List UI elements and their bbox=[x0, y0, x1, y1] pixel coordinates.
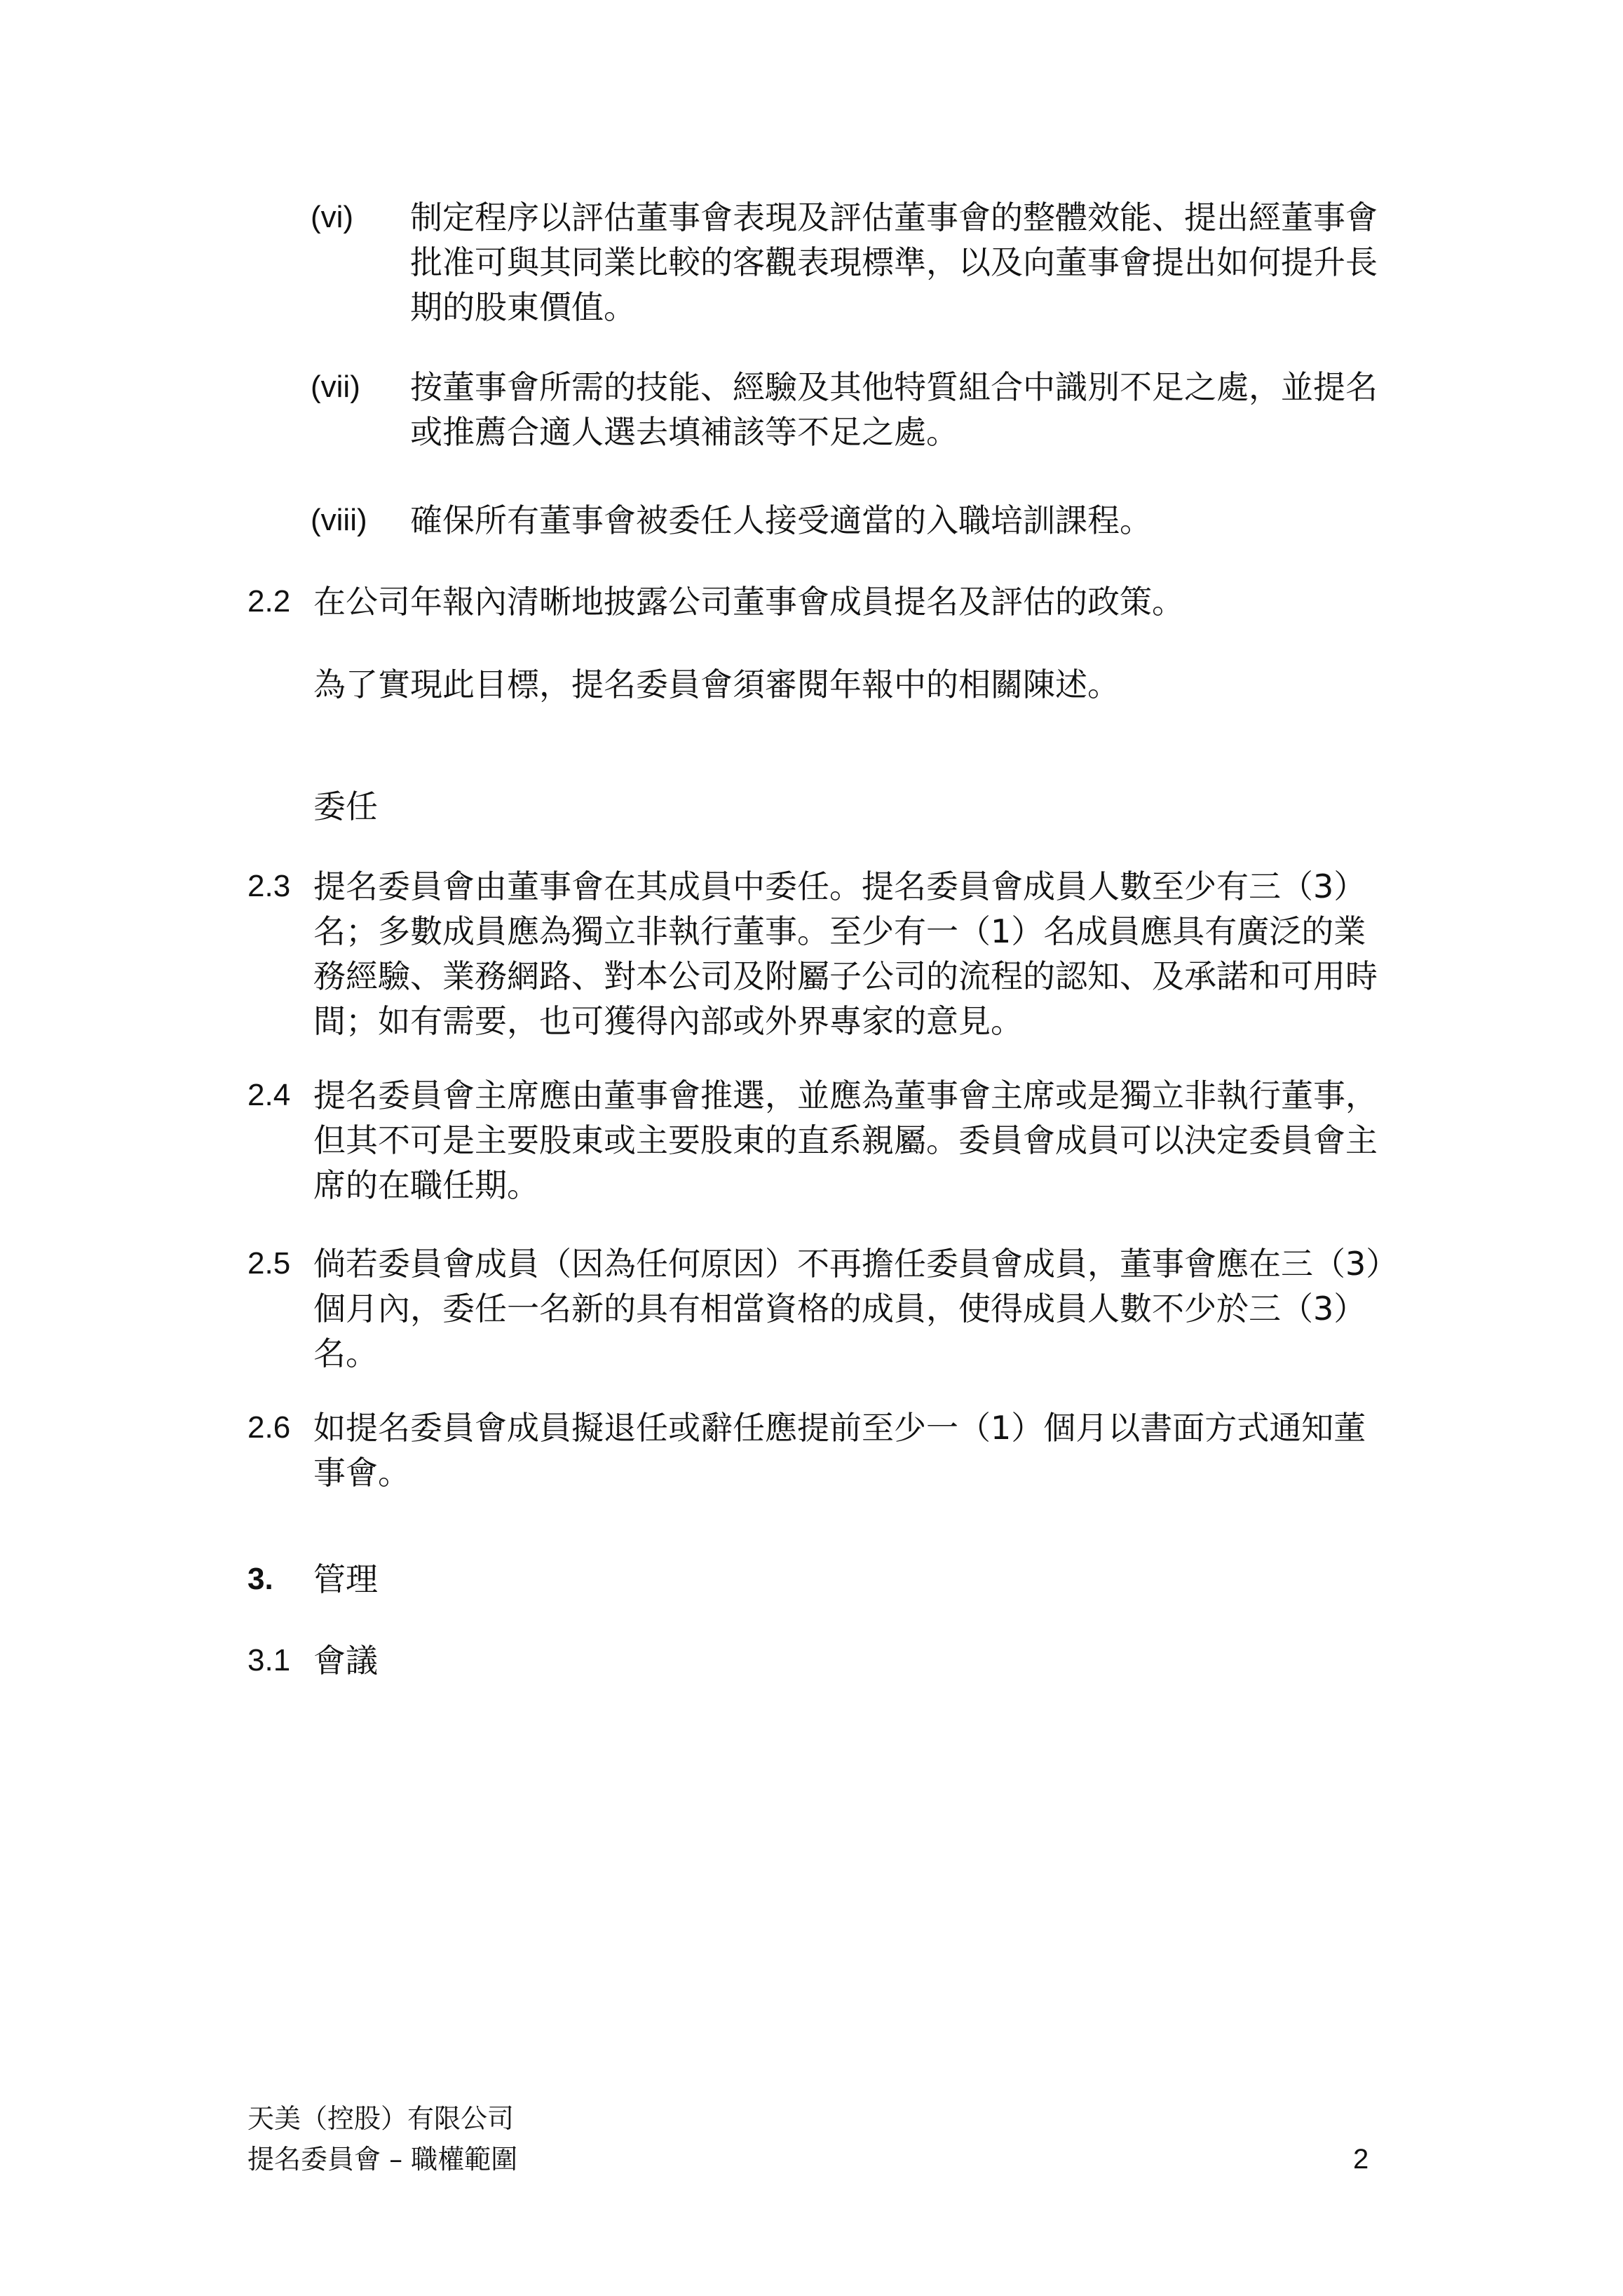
footer-company: 天美（控股）有限公司 bbox=[247, 2103, 515, 2134]
text-line: 席的在職任期。 bbox=[313, 1166, 539, 1204]
text-line: 事會。 bbox=[313, 1454, 410, 1492]
footer-doc-title: 提名委員會 – 職權範圍 bbox=[247, 2144, 518, 2175]
section-number: 2.5 bbox=[247, 1246, 291, 1281]
item-viii-label: (viii) bbox=[311, 503, 367, 537]
section-title: 會議 bbox=[313, 1642, 378, 1680]
item-vi-label: (vi) bbox=[311, 200, 354, 234]
text-line: 名。 bbox=[313, 1335, 378, 1372]
item-vi-text bbox=[410, 195, 1392, 330]
text-line: 間；如有需要，也可獲得內部或外界專家的意見。 bbox=[313, 1002, 1023, 1040]
section-text bbox=[313, 579, 1393, 624]
section-extra-paragraph bbox=[313, 662, 1393, 707]
text-line: 名；多數成員應為獨立非執行董事。至少有一（1）名成員應具有廣泛的業 bbox=[313, 912, 1366, 950]
item-vii-label: (vii) bbox=[311, 370, 360, 404]
text-line: 提名委員會由董事會在其成員中委任。提名委員會成員人數至少有三（3） bbox=[313, 867, 1366, 905]
page-number: 2 bbox=[1353, 2144, 1369, 2175]
text-line: 如提名委員會成員擬退任或辭任應提前至少一（1）個月以書面方式通知董 bbox=[313, 1409, 1366, 1447]
text-line: 為了實現此目標，提名委員會須審閱年報中的相關陳述。 bbox=[313, 666, 1120, 703]
text-line: 批准可與其同業比較的客觀表現標準，以及向董事會提出如何提升長 bbox=[410, 243, 1378, 281]
text-line: 確保所有董事會被委任人接受適當的入職培訓課程。 bbox=[410, 501, 1152, 539]
section-number: 2.6 bbox=[247, 1410, 291, 1445]
text-line: 或推薦合適人選去填補該等不足之處。 bbox=[410, 413, 958, 451]
section-number: 2.4 bbox=[247, 1078, 291, 1112]
section-text bbox=[313, 1073, 1393, 1208]
section-title: 管理 bbox=[313, 1560, 378, 1598]
section-number: 2.3 bbox=[247, 869, 291, 903]
item-viii-text bbox=[410, 498, 1392, 543]
text-line: 按董事會所需的技能、經驗及其他特質組合中識別不足之處，並提名 bbox=[410, 368, 1378, 406]
section-text bbox=[313, 1405, 1393, 1495]
text-line: 務經驗、業務網路、對本公司及附屬子公司的流程的認知、及承諾和可用時 bbox=[313, 957, 1378, 995]
page-footer bbox=[247, 2098, 1397, 2180]
section-text bbox=[313, 864, 1393, 1044]
item-vii-text bbox=[410, 365, 1392, 454]
text-line: 個月內，委任一名新的具有相當資格的成員，使得成員人數不少於三（3） bbox=[313, 1290, 1366, 1328]
text-line: 期的股東價值。 bbox=[410, 288, 636, 326]
section-text bbox=[313, 1241, 1399, 1376]
text-line: 提名委員會主席應由董事會推選，並應為董事會主席或是獨立非執行董事， bbox=[313, 1076, 1378, 1114]
text-line: 在公司年報內清晰地披露公司董事會成員提名及評估的政策。 bbox=[313, 583, 1184, 621]
heading-appointment: 委任 bbox=[313, 788, 378, 825]
section-number: 3. bbox=[247, 1562, 273, 1596]
text-line: 倘若委員會成員（因為任何原因）不再擔任委員會成員，董事會應在三（3） bbox=[313, 1245, 1399, 1283]
text-line: 制定程序以評估董事會表現及評估董事會的整體效能、提出經董事會 bbox=[410, 198, 1378, 236]
text-line: 但其不可是主要股東或主要股東的直系親屬。委員會成員可以決定委員會主 bbox=[313, 1121, 1378, 1159]
section-number: 3.1 bbox=[247, 1643, 291, 1677]
section-number: 2.2 bbox=[247, 584, 291, 619]
